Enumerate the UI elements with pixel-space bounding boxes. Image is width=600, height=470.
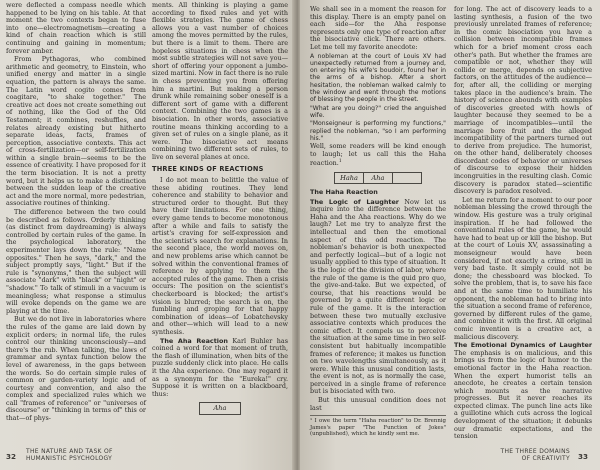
paragraph: But this unusual condition does not last: [310, 396, 446, 412]
paragraph: ments. All thinking is playing a game according to fixed rules and yet with flexible strategies. The game of chess allows you a vast number of choices among the moves permitted by the rules, but there is a limit to them. There are hopeless situations in chess when the most subtle strategies will not save you—short of offering your opponent a jumbo-sized martini. Now in fact there is no rule in chess preventing you from offering him a martini. But making a person drunk while remaining sober oneself is a different sort of game with a different context. Combining the two games is a bisociation. In other words, associative routine means thinking according to a given set of rules on a single plane, as it were. The bisociative act means combining two different sets of rules, to live on several planes at once.: [152, 1, 288, 161]
paragraph-text: The emphasis is on malicious, and this brings us from the logic of humor to the emotional factor in the Haha reaction. When the expert humorist tells an anecdote, he creates a certain tension which mounts as the narrative progresses. But it never reaches its expected climax. The punch line acts like a guillotine which cuts across the logical development of the situation; it debunks our dramatic expectations, and the tension: [454, 348, 592, 441]
anecdote: "Monseigneur is performing my functions," replied the nobleman, "so I am performing his.": [310, 120, 446, 142]
footer-line: THE NATURE AND TASK OF: [26, 448, 113, 455]
anecdote: A nobleman at the court of Louis XV had unexpectedly returned from a journey and, on entering his wife's boudoir, found her in the arms of a bishop. After a short hesitation, the nobleman walked calmly to the window and went through the motions of blessing the people in the street.: [310, 52, 446, 104]
section-heading: THREE KINDS OF REACTIONS: [152, 165, 264, 174]
left-column-1: [6, 2, 146, 424]
paragraph: for long. The act of discovery leads to a lasting synthesis, a fusion of the two previously unrelated frames of reference; in the comic bisociation you have a collision between incompatible frames which for a brief moment cross each other's path. But whether the frames are compatible or not, whether they will collide or merge, depends on subjective factors, on the attitudes of the audience—for, after all, the colliding or merging takes place in the audience's brain. The history of science abounds with examples of discoveries greeted with howls of laughter because they seemed to be a marriage of incompatibles—until the marriage bore fruit and the alleged incompatibility of the partners turned out to derive from prejudice. The humorist, on the other hand, deliberately chooses discordant codes of behavior or universes of discourse to expose their hidden incongruities in the resulting clash. Comic discovery is paradox stated—scientific discovery is paradox resolved.: [454, 5, 592, 196]
haha-box: Haha: [334, 172, 364, 184]
paragraph: Let me return for a moment to our poor nobleman blessing the crowd through the window. His gesture was a truly original inspiration. If he had followed the conventional rules of the game, he would have had to beat up or kill the bishop. But at the court of Louis XV, assassinating a monseigneur would have been considered, if not exactly a crime, still in very bad taste. It simply could not be done; the chessboard was blocked. To solve the problem, that is, to save his face and at the same time to humiliate his opponent, the nobleman had to bring into the situation a second frame of reference, governed by different rules of the game, and combine it with the first. All original comic invention is a creative act, a malicious discovery.: [454, 195, 592, 341]
paragraph-text: Well, some readers will be kind enough to laugh; let us call this the Haha reaction.: [310, 142, 446, 168]
right-page: [300, 0, 600, 470]
paragraph: [152, 338, 288, 399]
aha-box: Aha: [364, 172, 393, 184]
paragraph: I do not mean to belittle the value of these abiding routines. They lend coherence and stability to behavior and structured order to thought. But they have their limitations. For one thing, every game tends to become monotonous after a while and fails to satisfy the artist's craving for self-expression and the scientist's search for explanations. In the second place, the world moves on, and new problems arise which cannot be solved within the conventional frames of reference by applying to them the accepted rules of the game. Then a crisis occurs: The position on the scientist's checkerboard is blocked; the artist's vision is blurred; the search is on, the fumbling and groping for that happy combination of ideas—of Lobatchevsky and other—which will lead to a new synthesis.: [152, 176, 288, 336]
run-in-heading: The Logic of Laughter: [310, 197, 399, 206]
page-number: 32: [6, 452, 17, 461]
paragraph: From Pythagoras, who combined arithmetic and geometry, to Einstein, who unified energy and matter in a single equation, the pattern is always the same. The Latin word cogito comes from coagitare, "to shake together." The creative act does not create something out of nothing, like the God of the Old Testament; it combines, reshuffles, and relates already existing but hitherto separate ideas, facts, frames of perception, associative contexts. This act of cross-fertilization—or self-fertilization within a single brain—seems to be the essence of creativity. I have proposed for it the term bisociation. It is not a pretty word, but it helps us to make a distinction between the sudden leap of the creative act and the more normal, more pedestrian, associative routines of thinking.: [6, 55, 146, 208]
paragraph-text: Now let us inquire into the difference between the Haha and the Aha reactions. Why do we laugh? Let me try to analyze first the intellectual and then the emotional aspect of this odd reaction. The nobleman's behavior is both unexpected and perfectly logical—but of a logic not usually applied to this type of situation. It is the logic of the division of labor, where the rule of the game is the quid pro quo, the give-and-take. But we expected, of course, that his reactions would be governed by a quite different logic or rule of the game. It is the interaction between these two mutually exclusive associative contexts which produces the comic effect. It compels us to perceive the situation at the same time in two self-consistent but habitually incompatible frames of reference; it makes us function on two wavelengths simultaneously, as it were. While this unusual condition lasts, the event is not, as is normally the case, perceived in a single frame of reference but is bisociated with two.: [310, 197, 446, 396]
paragraph: But we do not live in laboratories where the rules of the game are laid down by explicit orders; in normal life, the rules control our thinking unconsciously—and there's the rub. When talking, the laws of grammar and syntax function below the level of awareness, in the gaps between the words. So do certain simple rules of common or garden-variety logic and of courtesy and convention, and also the complex and specialized rules which we call "frames of reference" or "universes of discourse" or "thinking in terms of" this or that—of phys-: [6, 315, 146, 423]
paragraph: [310, 143, 446, 168]
section-heading: The Haha Reaction: [310, 188, 378, 197]
running-footer: [26, 448, 113, 462]
paragraph-text: Karl Buhler has coined a word for that moment of truth, the flash of illumination, when bits of the puzzle suddenly click into place. He calls it the Aha experience. One may regard it as a synonym for the "Eureka!" cry. Suppose it is written on a blackboard, thus:: [152, 336, 288, 398]
anecdote: "What are you doing?" cried the anguished wife.: [310, 104, 446, 119]
paragraph: The difference between the two could be described as follows. Orderly thinking (as distinct from daydreaming) is always controlled by certain rules of the game. In the psychological laboratory, the experimenter lays down the rule: "Name opposites." Then he says, "dark," and the subject promptly says, "light." But if the rule is "synonyms," then the subject will associate "dark" with "black" or "night" or "shadow." To talk of stimuli in a vacuum is meaningless; what response a stimulus will evoke depends on the game we are playing at the time.: [6, 208, 146, 315]
left-page: [0, 0, 296, 470]
running-footer: [500, 448, 570, 462]
paragraph: [310, 199, 446, 396]
page-number: 33: [578, 452, 589, 461]
run-in-heading: The Aha Reaction: [160, 336, 228, 345]
right-column-2: [454, 6, 592, 442]
right-column-1: [310, 6, 446, 437]
paragraph: We shall see in a moment the reason for this display. There is an empty panel on each side—for the Aha response represents only one type of reaction after the bisociative click. There are others. Let me tell my favorite anecdote:: [310, 5, 446, 51]
footer-line: OF CREATIVITY: [521, 455, 570, 462]
left-column-2: [152, 2, 288, 418]
aha-box: Aha: [199, 402, 241, 415]
paragraph: [454, 342, 592, 441]
empty-box: [393, 172, 422, 184]
haha-aha-diagram: [310, 172, 446, 184]
footnote-marker: 1: [338, 159, 342, 165]
footer-line: THE THREE DOMAINS: [500, 448, 570, 455]
footer-line: HUMANISTIC PSYCHOLOGY: [26, 455, 113, 462]
run-in-heading: The Emotional Dynamics of Laughter: [454, 341, 592, 350]
paragraph: were deflected a compass needle which happened to be lying on his table. At that moment the two contexts began to fuse into one—electromagnetism—creating a kind of chain reaction which is still continuing and gaining in momentum; forever amber.: [6, 1, 146, 55]
aha-diagram: [152, 402, 288, 415]
footnote: ¹ I owe the term "Haha reaction" to Dr. Brennig James's paper "The Function of Jokes" (unpublished), which he kindly sent me.: [310, 415, 446, 437]
